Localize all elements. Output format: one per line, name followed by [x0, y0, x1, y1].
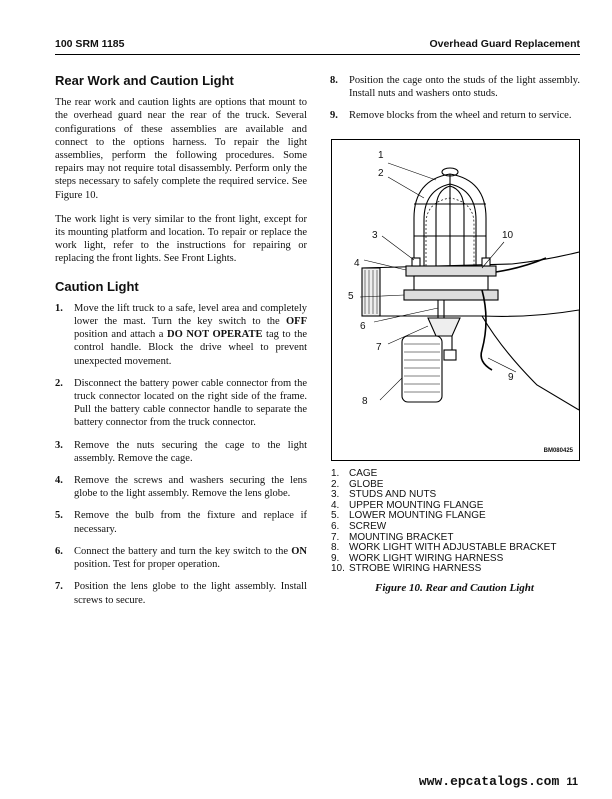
legend-item: 4. UPPER MOUNTING FLANGE: [331, 499, 484, 511]
footer-url[interactable]: www.epcatalogs.com: [418, 774, 560, 789]
callout-1: 1: [378, 150, 384, 161]
right-column: [330, 74, 580, 132]
step-3: 3. Remove the nuts securing the cage to the light assembly. Remove the cage.: [55, 439, 307, 464]
step-9: 9. Remove blocks from the wheel and return to service.: [330, 110, 572, 122]
legend-item: 7. MOUNTING BRACKET: [331, 531, 454, 543]
legend-item: 1. CAGE: [331, 468, 378, 479]
legend-item: 10. STROBE WIRING HARNESS: [331, 563, 482, 575]
step-5: 5. Remove the bulb from the fixture and replace if necessary.: [55, 510, 307, 535]
caution-light-steps: [55, 302, 307, 607]
section-title-rear-work-light: Rear Work and Caution Light: [55, 73, 234, 88]
header-rule: [55, 54, 580, 55]
footer: [419, 774, 578, 789]
header-section-title: Overhead Guard Replacement: [429, 38, 580, 50]
legend-item: 9. WORK LIGHT WIRING HARNESS: [331, 552, 504, 564]
left-column: [55, 68, 307, 616]
step-8: 8. Position the cage onto the studs of the light assembly. Install nuts and washers onto studs.: [330, 75, 580, 100]
callout-6: 6: [360, 321, 366, 332]
step-7: 7. Position the lens globe to the light assembly. Install screws to secure.: [55, 581, 307, 606]
figure-legend: [331, 469, 556, 575]
legend-item: 6. SCREW: [331, 520, 387, 532]
callout-7: 7: [376, 342, 382, 353]
figure-caption: Figure 10. Rear and Caution Light: [375, 582, 534, 594]
callout-8: 8: [362, 396, 368, 407]
page-number: 11: [566, 776, 578, 788]
legend-item: 5. LOWER MOUNTING FLANGE: [331, 510, 486, 522]
work-light-paragraph: The work light is very similar to the front light, except for its mounting platform and location. To repair or replace the work light, refer to the instructions for repairing or replacing the front lights. See Front Lights.: [55, 213, 307, 265]
step-6: 6. Connect the battery and turn the key switch to the ON position. Test for proper operation.: [55, 545, 307, 571]
step-4: 4. Remove the screws and washers securing the lens globe to the light assembly. Remove the lens globe.: [55, 475, 307, 500]
light-assembly-illustration: [332, 140, 579, 460]
legend-item: 8. WORK LIGHT WITH ADJUSTABLE BRACKET: [331, 542, 557, 554]
callout-4: 4: [354, 258, 360, 269]
callout-10: 10: [502, 230, 514, 241]
figure-rear-caution-light: [331, 139, 580, 461]
figure-id: BM080425: [543, 448, 573, 454]
intro-paragraph: The rear work and caution lights are options that mount to the overhead guard near the rear of the truck. Several configurations of these assemblies are available and connect to the options harness. To repair the light assemblies, perform the following procedures. Some repairs may not require total disassembly. Perform only the steps necessary to safely complete the required service. See Figure 10.: [55, 97, 307, 201]
step-1: 1. Move the lift truck to a safe, level area and completely lower the mast. Turn the key switch to the OFF position and attach a DO NOT OPERATE tag to the control handle. Block the drive wheel to prevent unexpected movement.: [55, 302, 307, 367]
legend-item: 3. STUDS AND NUTS: [331, 489, 437, 501]
callout-2: 2: [378, 168, 384, 179]
callout-5: 5: [348, 291, 354, 302]
header-doc-number: 100 SRM 1185: [55, 38, 125, 50]
callout-3: 3: [372, 230, 378, 241]
callout-9: 9: [508, 372, 514, 383]
legend-item: 2. GLOBE: [331, 478, 384, 490]
section-title-caution-light: Caution Light: [55, 278, 139, 294]
step-2: 2. Disconnect the battery power cable connector from the truck connector located on the right side of the frame. Pull the battery cable connector handle to separate the battery connector from the truck connector.: [55, 377, 307, 429]
